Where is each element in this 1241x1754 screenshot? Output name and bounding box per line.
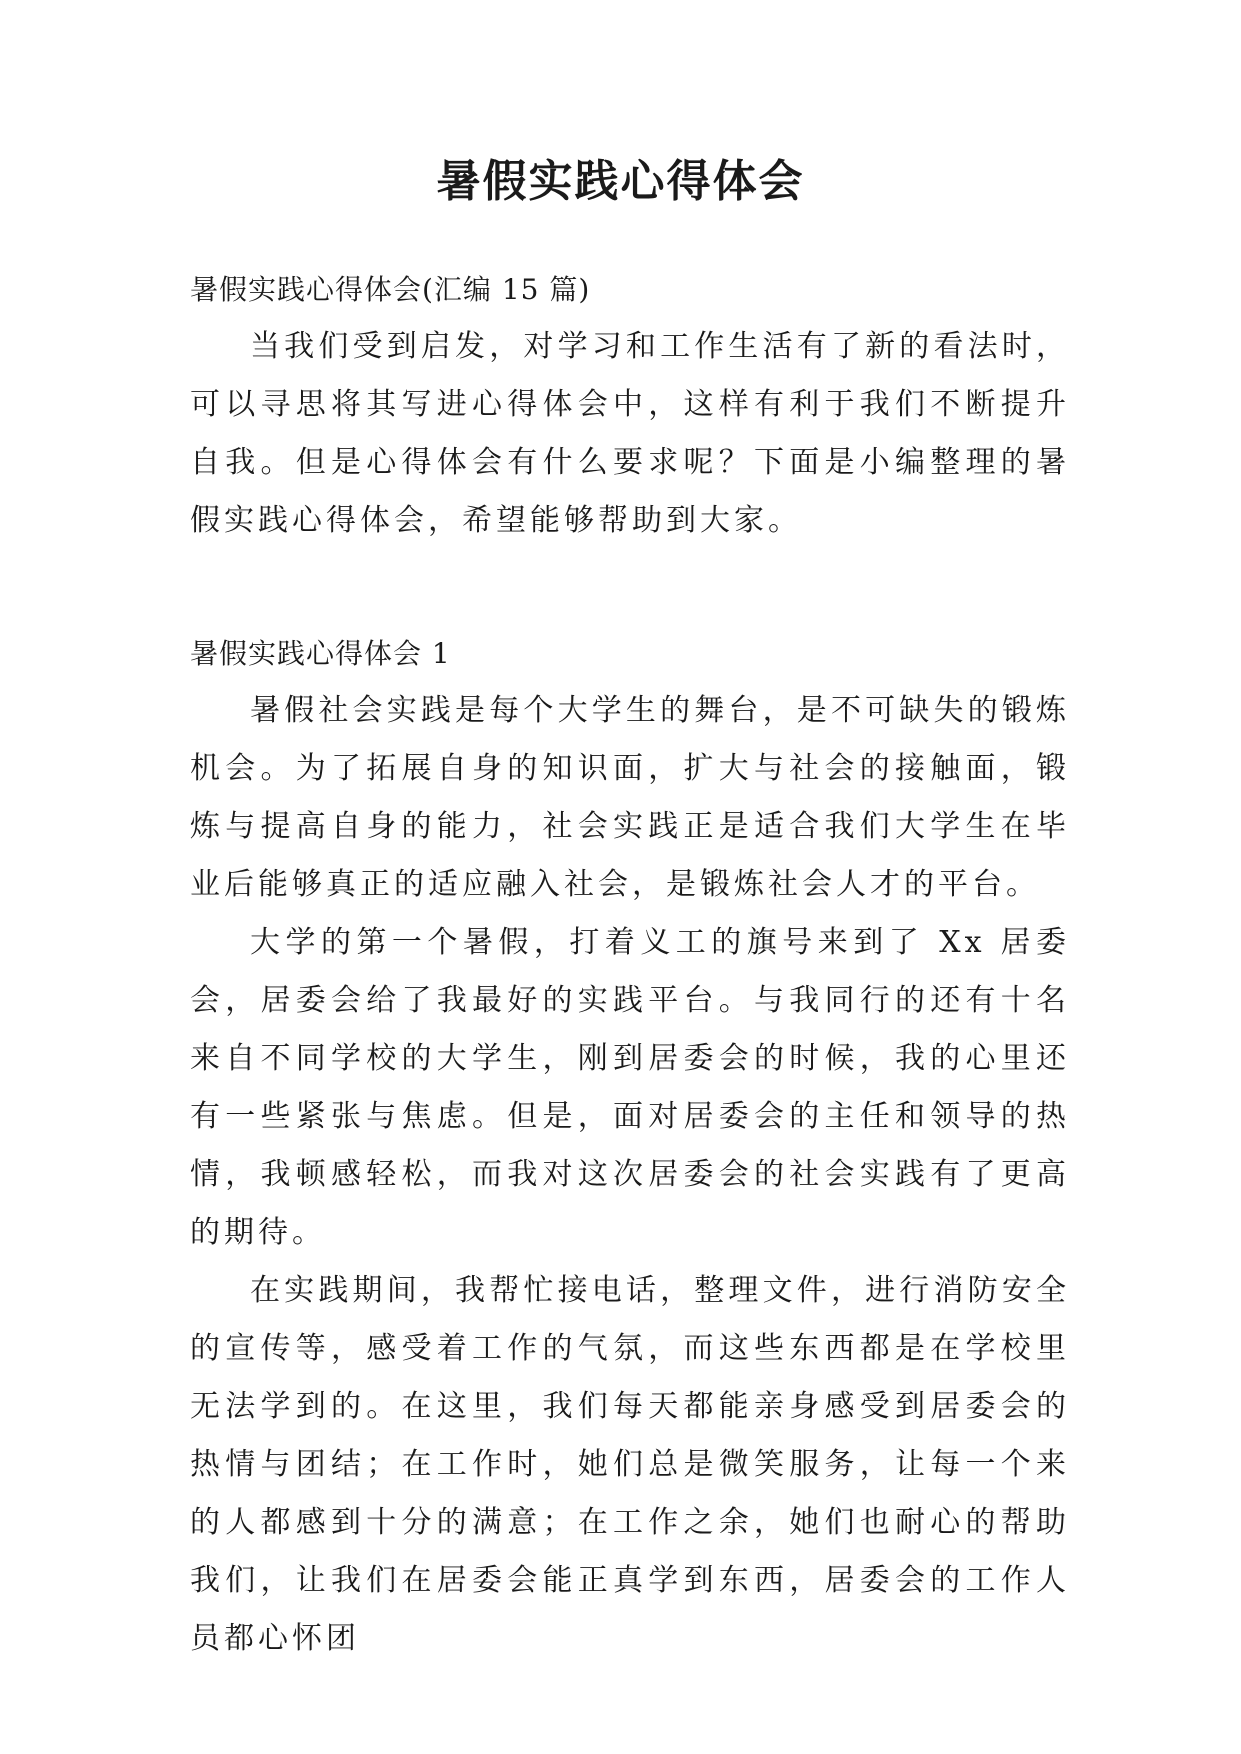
document-body — [190, 262, 1070, 1668]
section-heading: 暑假实践心得体会 1 — [190, 637, 451, 670]
body-paragraph-3: 在实践期间，我帮忙接电话，整理文件，进行消防安全的宣传等，感受着工作的气氛，而这些东西都是在学校里无法学到的。在这里，我们每天都能亲身感受到居委会的热情与团结；在工作时，她们总是微笑服务，让每一个来的人都感到十分的满意；在工作之余，她们也耐心的帮助我们，让我们在居委会能正真学到东西，居委会的工作人员都心怀团 — [190, 1273, 1070, 1656]
document-title: 暑假实践心得体会 — [436, 156, 805, 207]
body-paragraph-1: 暑假社会实践是每个大学生的舞台，是不可缺失的锻炼机会。为了拓展自身的知识面，扩大与社会的接触面，锻炼与提高自身的能力，社会实践正是适合我们大学生在毕业后能够真正的适应融入社会，是锻炼社会人才的平台。 — [190, 693, 1070, 902]
document-subtitle: 暑假实践心得体会(汇编 15 篇) — [190, 273, 591, 306]
intro-paragraph: 当我们受到启发，对学习和工作生活有了新的看法时，可以寻思将其写进心得体会中，这样有利于我们不断提升自我。但是心得体会有什么要求呢？下面是小编整理的暑假实践心得体会，希望能够帮助到大家。 — [190, 329, 1070, 538]
section-spacer — [190, 550, 1070, 626]
body-paragraph-2: 大学的第一个暑假，打着义工的旗号来到了 Xx 居委会，居委会给了我最好的实践平台。与我同行的还有十名来自不同学校的大学生，刚到居委会的时候，我的心里还有一些紧张与焦虑。但是，面对居委会的主任和领导的热情，我顿感轻松，而我对这次居委会的社会实践有了更高的期待。 — [190, 925, 1070, 1250]
